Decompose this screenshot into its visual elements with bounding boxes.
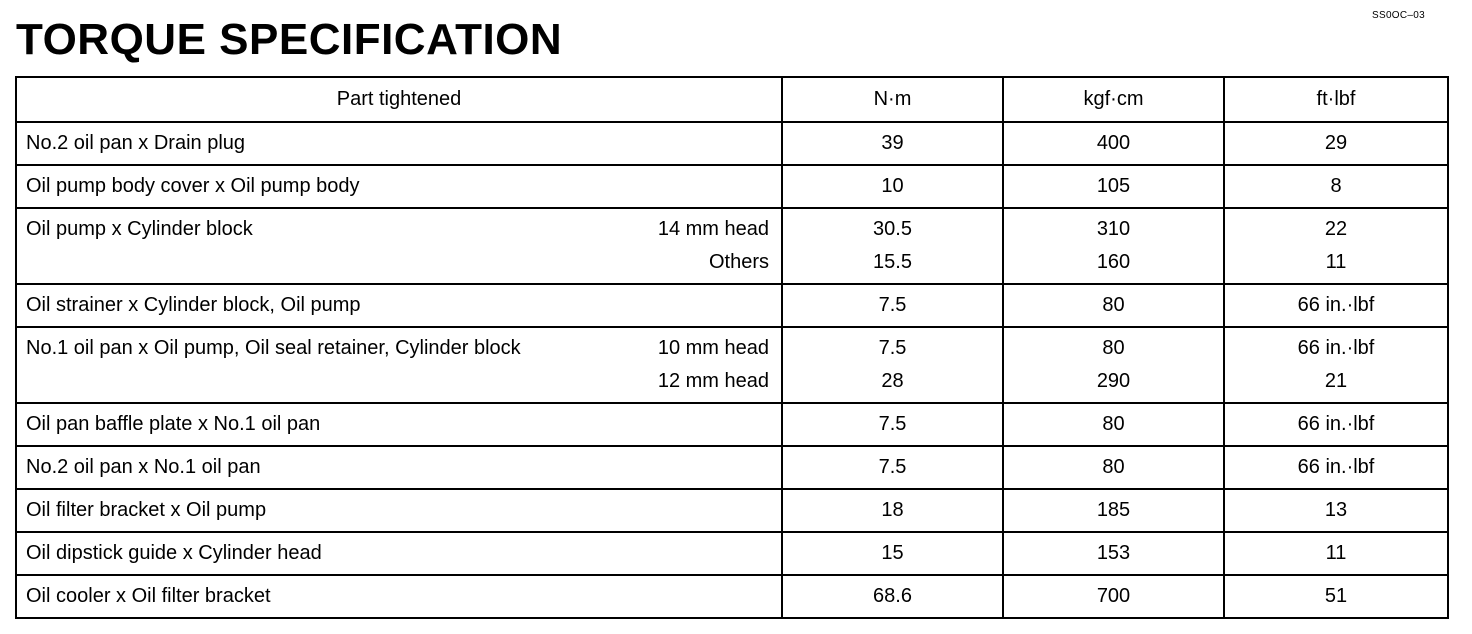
part-cell: Oil cooler x Oil filter bracket: [16, 575, 782, 618]
nm-cell: 7.5: [782, 284, 1003, 327]
nm-cell: 68.6: [782, 575, 1003, 618]
table-row: [16, 532, 1448, 575]
kgf-cell: [1003, 327, 1224, 403]
table-row: [16, 575, 1448, 618]
value: 160: [1096, 251, 1131, 273]
part-cell: Oil pan baffle plate x No.1 oil pan: [16, 403, 782, 446]
kgf-cell: 80: [1003, 446, 1224, 489]
value: 15.5: [873, 251, 912, 273]
nm-cell: [782, 327, 1003, 403]
part-cell: Oil filter bracket x Oil pump: [16, 489, 782, 532]
kgf-cell: 185: [1003, 489, 1224, 532]
table-row: [16, 403, 1448, 446]
page-title: TORQUE SPECIFICATION: [16, 15, 563, 64]
sub-label: 14 mm head: [657, 218, 769, 240]
part-name: No.1 oil pan x Oil pump, Oil seal retainer, Cylinder block: [26, 337, 521, 359]
sub-label: 12 mm head: [657, 370, 769, 392]
table-row: [16, 122, 1448, 165]
kgf-cell: 80: [1003, 284, 1224, 327]
ft-cell: 13: [1224, 489, 1448, 532]
document-code: SS0OC–03: [1372, 10, 1425, 21]
sub-label: Others: [708, 251, 769, 273]
torque-table: [15, 76, 1449, 619]
kgf-cell: [1003, 208, 1224, 284]
kgf-cell: 80: [1003, 403, 1224, 446]
header-kgf-cm: kgf·cm: [1003, 77, 1224, 122]
part-cell: Oil pump body cover x Oil pump body: [16, 165, 782, 208]
sub-label: 10 mm head: [657, 337, 769, 359]
nm-cell: 15: [782, 532, 1003, 575]
nm-cell: 39: [782, 122, 1003, 165]
ft-cell: [1224, 327, 1448, 403]
header-part-tightened: Part tightened: [16, 77, 782, 122]
ft-cell: 66 in.·lbf: [1224, 446, 1448, 489]
value: 290: [1096, 370, 1131, 392]
value: 310: [1096, 218, 1131, 240]
value: 28: [881, 370, 904, 392]
part-cell: Oil dipstick guide x Cylinder head: [16, 532, 782, 575]
value: 22: [1324, 218, 1348, 240]
nm-cell: 18: [782, 489, 1003, 532]
nm-cell: 7.5: [782, 446, 1003, 489]
ft-cell: 8: [1224, 165, 1448, 208]
value: 21: [1324, 370, 1348, 392]
table-row: [16, 284, 1448, 327]
value: 80: [1102, 337, 1125, 359]
table-row: [16, 327, 1448, 403]
header-nm: N·m: [782, 77, 1003, 122]
value: 7.5: [878, 337, 907, 359]
table-row: [16, 446, 1448, 489]
ft-cell: 29: [1224, 122, 1448, 165]
table-row: [16, 489, 1448, 532]
ft-cell: 11: [1224, 532, 1448, 575]
table-header-row: [16, 77, 1448, 122]
kgf-cell: 700: [1003, 575, 1224, 618]
value: 66 in.·lbf: [1297, 337, 1375, 359]
kgf-cell: 105: [1003, 165, 1224, 208]
nm-cell: 10: [782, 165, 1003, 208]
part-name: Oil pump x Cylinder block: [26, 218, 253, 240]
nm-cell: [782, 208, 1003, 284]
table-row: [16, 208, 1448, 284]
part-cell: No.2 oil pan x Drain plug: [16, 122, 782, 165]
kgf-cell: 153: [1003, 532, 1224, 575]
ft-cell: 51: [1224, 575, 1448, 618]
table-row: [16, 165, 1448, 208]
part-cell: No.2 oil pan x No.1 oil pan: [16, 446, 782, 489]
value: 30.5: [873, 218, 912, 240]
ft-cell: [1224, 208, 1448, 284]
value: 11: [1325, 251, 1347, 273]
kgf-cell: 400: [1003, 122, 1224, 165]
ft-cell: 66 in.·lbf: [1224, 403, 1448, 446]
ft-cell: 66 in.·lbf: [1224, 284, 1448, 327]
header-ft-lbf: ft·lbf: [1224, 77, 1448, 122]
part-cell: [16, 208, 782, 284]
part-cell: Oil strainer x Cylinder block, Oil pump: [16, 284, 782, 327]
nm-cell: 7.5: [782, 403, 1003, 446]
part-cell: [16, 327, 782, 403]
